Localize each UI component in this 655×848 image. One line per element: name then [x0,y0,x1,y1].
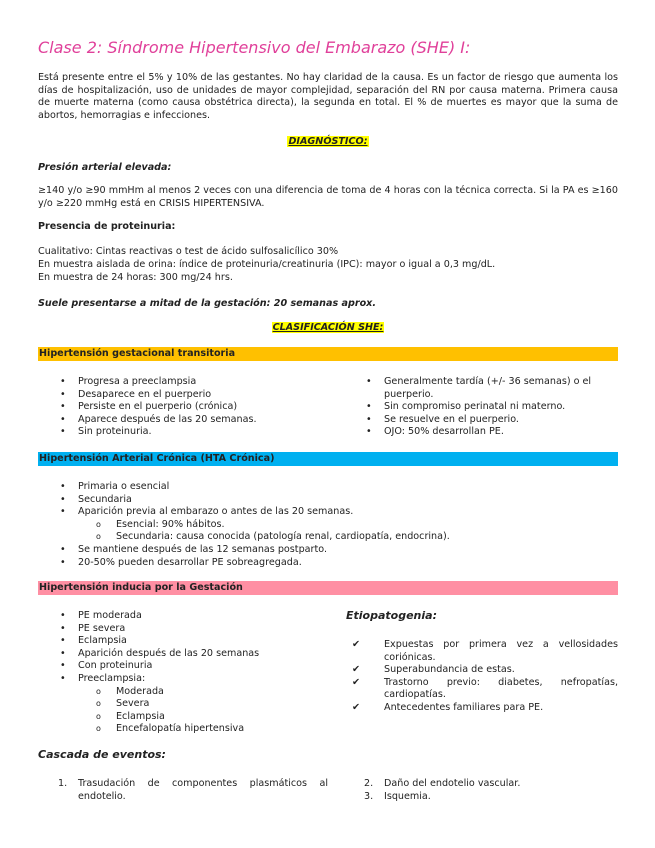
list-item: • PE moderada [60,610,142,621]
circle-bullet-icon: o [96,686,101,696]
list-item: • Aparición después de las 20 semanas [60,647,260,659]
etiopatogenia-list [346,639,618,715]
inducida-list [38,610,338,736]
circle-bullet-icon: o [96,699,101,709]
checkmark-icon: ✔ [352,664,361,676]
list-number: 3. [364,790,374,802]
bullet-icon: • [60,401,66,413]
sub-list-item: o Encefalopatía hipertensiva [96,723,245,735]
presion-label: Presión arterial elevada: [38,162,172,173]
list-item: • Primaria o esencial [60,481,170,492]
list-item: • OJO: 50% desarrollan PE. [366,426,504,438]
gestacional-band: Hipertensión gestacional transitoria [38,347,618,361]
bullet-icon: • [60,543,66,555]
bullet-icon: • [366,413,372,425]
list-item: 1. Trasudación de componentes plasmáticos al endotelio. [58,778,328,802]
bullet-icon: • [60,413,66,425]
list-item: • Se mantiene después de las 12 semanas postparto. [60,543,327,555]
bullet-icon: • [60,647,66,659]
cascada-heading: Cascada de eventos: [38,748,166,761]
circle-bullet-icon: o [96,519,101,529]
list-item: 2. Daño del endotelio vascular. [364,778,521,789]
proteinuria-label: Presencia de proteinuria: [38,221,176,232]
list-item: • PE severa [60,622,126,634]
sub-list-item: o Secundaria: causa conocida (patología renal, cardiopatía, endocrina). [96,531,450,543]
list-item: ✔ Antecedentes familiares para PE. [352,701,544,713]
bullet-icon: • [60,481,66,492]
list-item: • Preeclampsia: [60,672,146,684]
presion-text: ≥140 y/o ≥90 mmHm al menos 2 veces con una diferencia de toma de 4 horas con la técnica correcta. Si la PA es ≥160 y/o ≥220 mmHg está en CRISIS HIPERTENSIVA. [38,185,618,209]
cronica-band: Hipertensión Arterial Crónica (HTA Crónica) [38,452,618,466]
list-item: ✔ Superabundancia de estas. [352,664,515,676]
list-item: • Generalmente tardía (+/- 36 semanas) o el puerperio. [366,376,592,400]
bullet-icon: • [60,376,66,387]
proteinuria-line: En muestra aislada de orina: índice de proteinuria/creatinuria (IPC): mayor o igual a 0,3 mg/dL. [38,259,496,270]
list-item: • 20-50% pueden desarrollar PE sobreagregada. [60,556,302,568]
gestacional-right-list [344,376,618,439]
checkmark-icon: ✔ [352,676,361,688]
bullet-icon: • [60,672,66,684]
list-item: ✔ Trastorno previo: diabetes, nefropatías, cardiopatías. [352,676,618,701]
clasificacion-heading-wrap [38,322,618,335]
list-item: • Aparece después de las 20 semanas. [60,413,257,425]
diagnostico-heading: DIAGNÓSTICO: [288,136,368,147]
list-item: • Con proteinuria [60,660,153,672]
checkmark-icon: ✔ [352,639,361,650]
circle-bullet-icon: o [96,724,101,734]
cascada-left-list [38,778,328,803]
list-item: • Progresa a preeclampsia [60,376,197,387]
bullet-icon: • [60,622,66,634]
bullet-icon: • [60,610,66,621]
etiopatogenia-heading: Etiopatogenia: [346,609,437,622]
sub-list-item: o Eclampsia [96,710,165,722]
bullet-icon: • [366,426,372,438]
bullet-icon: • [60,388,66,400]
list-item: 3. Isquemia. [364,790,431,802]
list-item: • Persiste en el puerperio (crónica) [60,401,238,413]
circle-bullet-icon: o [96,711,101,721]
list-item: • Secundaria [60,493,132,505]
proteinuria-line: En muestra de 24 horas: 300 mg/24 hrs. [38,272,233,283]
bullet-icon: • [60,426,66,438]
list-number: 2. [364,778,374,789]
sub-list-item: o Esencial: 90% hábitos. [96,518,225,530]
list-item: • Sin proteinuria. [60,426,152,438]
list-number: 1. [58,778,68,789]
bullet-icon: • [60,493,66,505]
cronica-list [38,481,618,569]
bullet-icon: • [366,376,372,387]
bullet-icon: • [60,660,66,672]
sub-list-item: o Severa [96,698,150,710]
page-title: Clase 2: Síndrome Hipertensivo del Embarazo (SHE) I: [38,38,471,57]
bullet-icon: • [366,401,372,413]
bullet-icon: • [60,506,66,518]
proteinuria-line: Cualitativo: Cintas reactivas o test de ácido sulfosalicílico 30% [38,246,339,257]
bullet-icon: • [60,556,66,568]
list-item: • Sin compromiso perinatal ni materno. [366,401,566,413]
gestacional-left-list [38,376,328,439]
checkmark-icon: ✔ [352,701,361,713]
inducida-band: Hipertensión inducia por la Gestación [38,581,618,595]
cascada-right-list [344,778,618,803]
clasificacion-heading: CLASIFICACIÓN SHE: [272,322,384,333]
list-item: • Aparición previa al embarazo o antes de las 20 semanas. [60,506,354,518]
nota-gestacion: Suele presentarse a mitad de la gestación: 20 semanas aprox. [38,298,377,309]
intro-paragraph: Está presente entre el 5% y 10% de las gestantes. No hay claridad de la causa. Es un factor de riesgo que aumenta los días de hospitalización, uso de unidades de mayor complejidad, separación del RN por causa materna. Primera causa de muerte materna (como causa obstétrica directa), la segunda en total. El % de muertes es mayor que la suma de abortos, hemorragias e infecciones. [38,72,618,121]
sub-list-item: o Moderada [96,685,164,697]
list-item: • Eclampsia [60,635,127,647]
list-item: • Desaparece en el puerperio [60,388,212,400]
list-item: ✔ Expuestas por primera vez a vellosidades coriónicas. [352,639,618,663]
circle-bullet-icon: o [96,532,101,542]
list-item: • Se resuelve en el puerperio. [366,413,519,425]
diagnostico-heading-wrap [38,136,618,149]
bullet-icon: • [60,635,66,647]
